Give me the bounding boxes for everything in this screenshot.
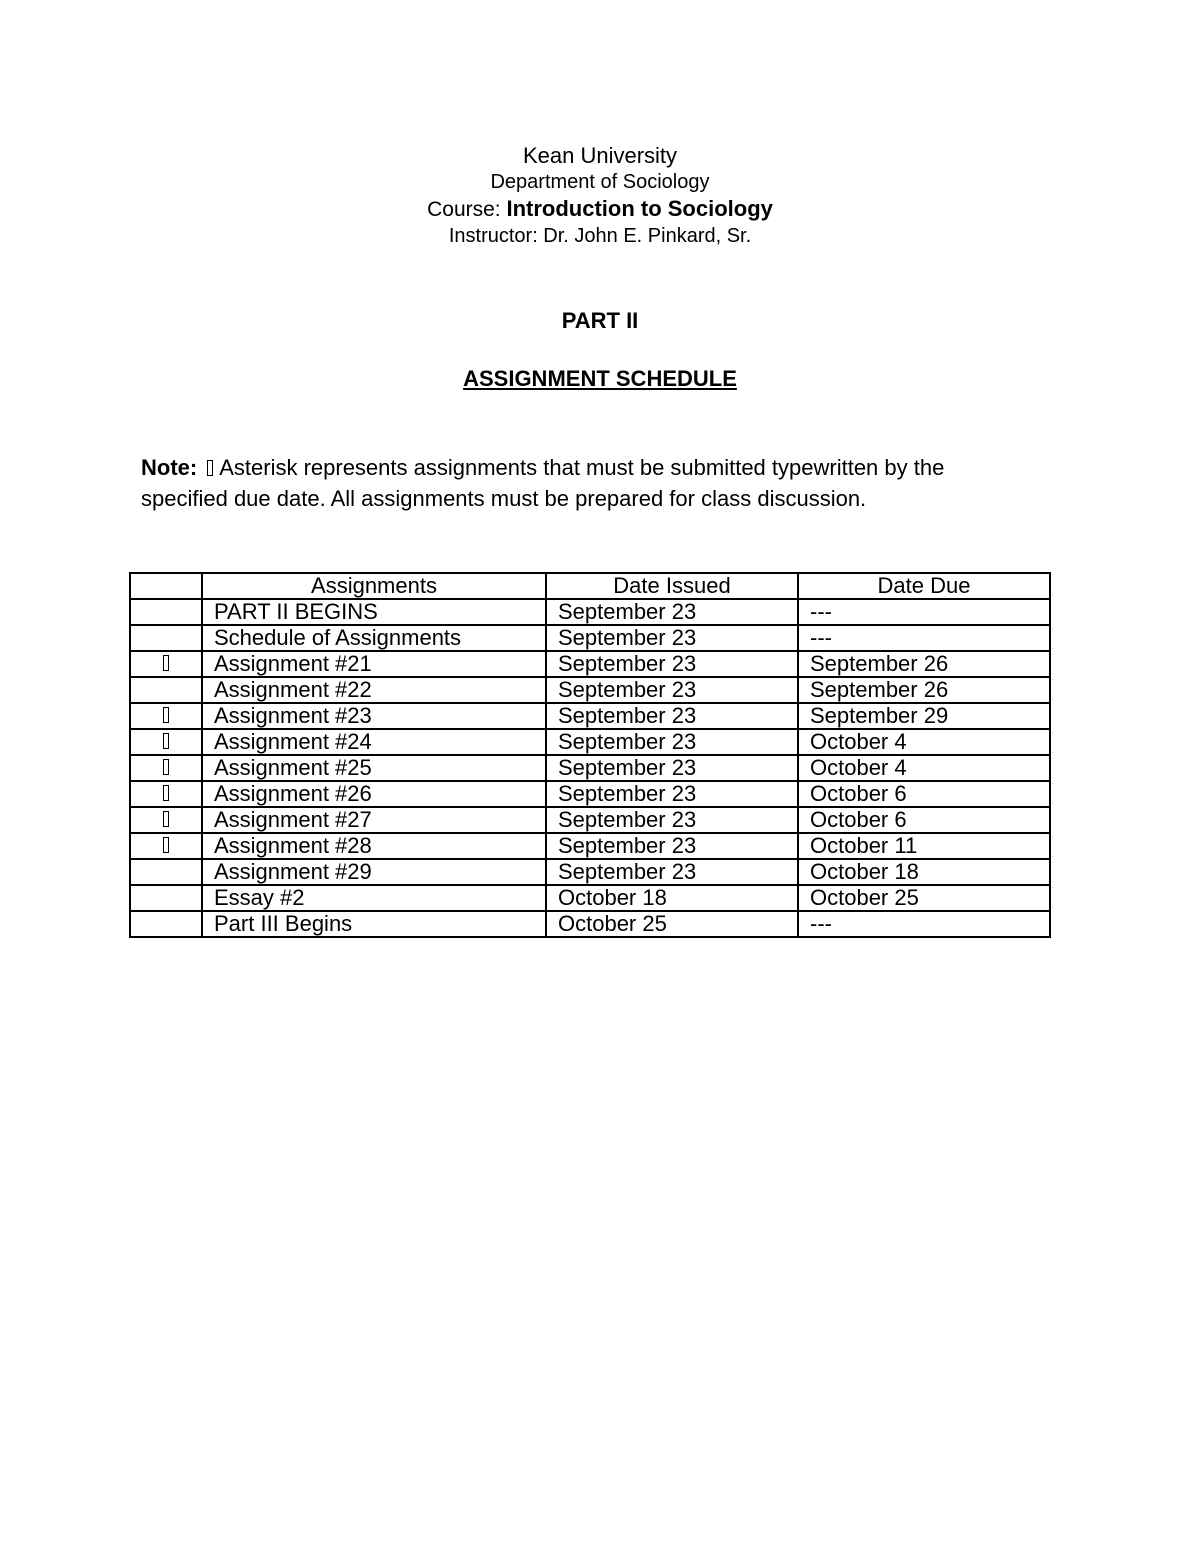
assignment-cell: Assignment #26 bbox=[202, 781, 546, 807]
note-paragraph bbox=[141, 452, 1041, 514]
row-mark-cell bbox=[130, 859, 202, 885]
table-row bbox=[130, 729, 1050, 755]
part-title: PART II bbox=[561, 308, 639, 333]
assignment-cell: Assignment #24 bbox=[202, 729, 546, 755]
date-issued-cell: October 18 bbox=[546, 885, 798, 911]
row-mark-cell bbox=[130, 807, 202, 833]
table-row bbox=[130, 911, 1050, 937]
header-mark-cell bbox=[130, 573, 202, 599]
table-row bbox=[130, 807, 1050, 833]
asterisk-symbol-icon bbox=[163, 733, 169, 749]
assignment-cell: Assignment #27 bbox=[202, 807, 546, 833]
table-row bbox=[130, 755, 1050, 781]
date-due-cell: October 6 bbox=[798, 807, 1050, 833]
date-issued-cell: October 25 bbox=[546, 911, 798, 937]
note-text-line2: specified due date. All assignments must be prepared for class discussion. bbox=[141, 486, 867, 511]
row-mark-cell bbox=[130, 833, 202, 859]
table-row bbox=[130, 781, 1050, 807]
table-row bbox=[130, 703, 1050, 729]
header-date-issued: Date Issued bbox=[546, 573, 798, 599]
course-name: Introduction to Sociology bbox=[506, 196, 773, 221]
date-due-cell: October 6 bbox=[798, 781, 1050, 807]
assignment-cell: Assignment #23 bbox=[202, 703, 546, 729]
row-mark-cell bbox=[130, 677, 202, 703]
row-mark-cell bbox=[130, 729, 202, 755]
date-issued-cell: September 23 bbox=[546, 651, 798, 677]
university-name: Kean University bbox=[522, 143, 678, 168]
assignment-cell: Assignment #22 bbox=[202, 677, 546, 703]
assignment-cell: Schedule of Assignments bbox=[202, 625, 546, 651]
date-issued-cell: September 23 bbox=[546, 599, 798, 625]
table-row bbox=[130, 885, 1050, 911]
assignment-cell: Assignment #21 bbox=[202, 651, 546, 677]
row-mark-cell bbox=[130, 651, 202, 677]
table-row bbox=[130, 625, 1050, 651]
date-issued-cell: September 23 bbox=[546, 755, 798, 781]
table-row bbox=[130, 677, 1050, 703]
assignment-cell: Assignment #29 bbox=[202, 859, 546, 885]
date-due-cell: --- bbox=[798, 911, 1050, 937]
row-mark-cell bbox=[130, 625, 202, 651]
assignment-cell: Essay #2 bbox=[202, 885, 546, 911]
table-header-row bbox=[130, 573, 1050, 599]
department-name: Department of Sociology bbox=[490, 171, 710, 193]
date-due-cell: October 4 bbox=[798, 755, 1050, 781]
schedule-title: ASSIGNMENT SCHEDULE bbox=[463, 366, 737, 391]
row-mark-cell bbox=[130, 599, 202, 625]
date-due-cell: --- bbox=[798, 599, 1050, 625]
note-label: Note: bbox=[141, 455, 198, 480]
row-mark-cell bbox=[130, 703, 202, 729]
date-issued-cell: September 23 bbox=[546, 807, 798, 833]
date-issued-cell: September 23 bbox=[546, 833, 798, 859]
row-mark-cell bbox=[130, 911, 202, 937]
row-mark-cell bbox=[130, 781, 202, 807]
date-issued-cell: September 23 bbox=[546, 677, 798, 703]
table-body bbox=[130, 599, 1050, 937]
assignment-schedule-table bbox=[129, 572, 1051, 938]
course-label: Course: bbox=[427, 198, 501, 221]
table-row bbox=[130, 651, 1050, 677]
asterisk-symbol-icon bbox=[163, 785, 169, 801]
assignment-cell: PART II BEGINS bbox=[202, 599, 546, 625]
document-header bbox=[0, 143, 1200, 249]
assignment-cell: Assignment #25 bbox=[202, 755, 546, 781]
date-due-cell: October 25 bbox=[798, 885, 1050, 911]
asterisk-symbol-icon bbox=[163, 837, 169, 853]
date-issued-cell: September 23 bbox=[546, 729, 798, 755]
instructor-line: Instructor: Dr. John E. Pinkard, Sr. bbox=[448, 225, 752, 247]
date-due-cell: October 11 bbox=[798, 833, 1050, 859]
table-row bbox=[130, 833, 1050, 859]
row-mark-cell bbox=[130, 755, 202, 781]
date-issued-cell: September 23 bbox=[546, 859, 798, 885]
header-date-due: Date Due bbox=[798, 573, 1050, 599]
date-due-cell: September 26 bbox=[798, 651, 1050, 677]
date-issued-cell: September 23 bbox=[546, 625, 798, 651]
table-row bbox=[130, 599, 1050, 625]
course-line bbox=[0, 195, 1200, 223]
asterisk-symbol-icon bbox=[163, 707, 169, 723]
date-due-cell: October 18 bbox=[798, 859, 1050, 885]
date-due-cell: --- bbox=[798, 625, 1050, 651]
date-due-cell: September 29 bbox=[798, 703, 1050, 729]
date-issued-cell: September 23 bbox=[546, 781, 798, 807]
asterisk-symbol-icon bbox=[163, 655, 169, 671]
table-row bbox=[130, 859, 1050, 885]
header-assignments: Assignments bbox=[202, 573, 546, 599]
row-mark-cell bbox=[130, 885, 202, 911]
date-issued-cell: September 23 bbox=[546, 703, 798, 729]
note-text-line1: Asterisk represents assignments that must be submitted typewritten by the bbox=[219, 455, 945, 480]
date-due-cell: September 26 bbox=[798, 677, 1050, 703]
assignment-cell: Part III Begins bbox=[202, 911, 546, 937]
date-due-cell: October 4 bbox=[798, 729, 1050, 755]
assignment-cell: Assignment #28 bbox=[202, 833, 546, 859]
asterisk-symbol-icon bbox=[163, 811, 169, 827]
asterisk-symbol-icon bbox=[207, 460, 213, 476]
asterisk-symbol-icon bbox=[163, 759, 169, 775]
